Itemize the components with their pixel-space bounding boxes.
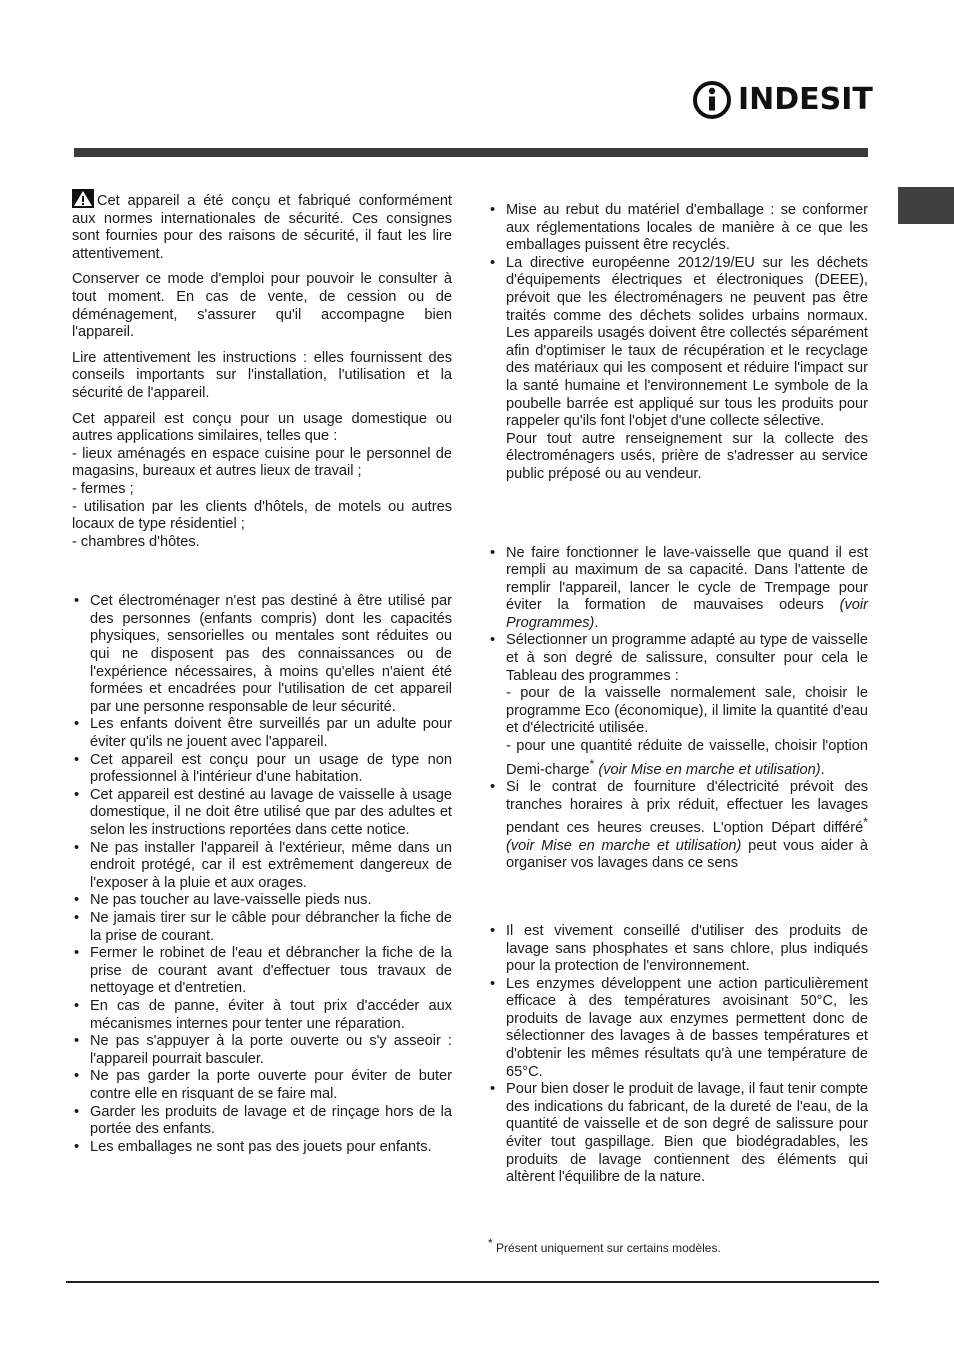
intro-paragraph-4 (72, 411, 452, 552)
safety-item: • Les emballages ne sont pas des jouets pour enfants. (72, 1139, 452, 1157)
disposal-item: • Mise au rebut du matériel d'emballage : se conformer aux réglementations locales de manière à ce que les emballages puissent être recyclés. (488, 202, 868, 255)
usage-reference: (voir Mise en marche et utilisation) (598, 761, 821, 778)
safety-item: • Cet électroménager n'est pas destiné à être utilisé par des personnes (enfants compris) dont les capacités physiques, sensorielles ou mentales sont réduites ou qui ne disposent pas des connaissances ou de l'expérience nécessaires, à moins qu'elles n'aient été formées et encadrées pour l'utilisation de cet appareil par une personne responsable de leur sécurité. (72, 593, 452, 716)
usage-reference: (voir Mise en marche et utilisation) (506, 837, 742, 854)
safety-item: • Ne pas toucher au lave-vaisselle pieds nus. (72, 892, 452, 910)
usage-intro: Cet appareil est conçu pour un usage domestique ou autres applications similaires, telles que : (72, 410, 452, 445)
indesit-i-logo-icon (692, 78, 732, 122)
footnote (488, 1236, 721, 1255)
energy-item-text: Sélectionner un programme adapté au type de vaisselle et à son degré de salissure, consulter pour cela le Tableau des programmes : (506, 632, 868, 684)
safety-item: • Ne pas garder la porte ouverte pour éviter de buter contre elle en risquant de se faire mal. (72, 1068, 452, 1103)
detergent-item: • Il est vivement conseillé d'utiliser des produits de lavage sans phosphates et sans chlore, plus indiqués pour la protection de l'environnement. (488, 923, 868, 976)
intro-paragraph-1 (72, 189, 452, 263)
detergent-item: • Pour bien doser le produit de lavage, il faut tenir compte des indications du fabricant, de la dureté de l'eau, de la quantité de vaisselle et de son degré de salissure pour éviter tout gaspillage. Bien que biodégradables, les produits de lavage contiennent des éléments qui altèrent l'équilibre de la nature. (488, 1081, 868, 1187)
safety-item: • En cas de panne, éviter à tout prix d'accéder aux mécanismes internes pour tenter une réparation. (72, 998, 452, 1033)
language-tab (898, 187, 954, 224)
intro-paragraph-2: Conserver ce mode d'emploi pour pouvoir le consulter à tout moment. En cas de vente, de cession ou de déménagement, s'assurer qu'il accompagne bien l'appareil. (72, 271, 452, 341)
footnote-asterisk: * (488, 1236, 493, 1250)
usage-line: - fermes ; (72, 480, 134, 497)
energy-saving-list (488, 545, 868, 873)
energy-item-tail: peut vous aider à organiser vos lavages dans ce sens (506, 837, 868, 872)
footnote-text: Présent uniquement sur certains modèles. (496, 1241, 721, 1255)
usage-line: - lieux aménagés en espace cuisine pour le personnel de magasins, bureaux et autres lieux de travail ; (72, 445, 452, 480)
right-column (488, 202, 868, 1187)
safety-item: • Ne pas installer l'appareil à l'extérieur, même dans un endroit protégé, car il est extrêmement dangereux de l'exposer à la pluie et aux orages. (72, 840, 452, 893)
energy-item (488, 779, 868, 873)
safety-item: • Les enfants doivent être surveillés par un adulte pour éviter qu'ils ne jouent avec l'appareil. (72, 716, 452, 751)
energy-item-text: Si le contrat de fourniture d'électricité prévoit des tranches horaires à prix réduit, effectuer les lavages pendant ces heures creuses. L'option Départ différé (506, 779, 868, 837)
safety-item: • Ne jamais tirer sur le câble pour débrancher la fiche de la prise de courant. (72, 910, 452, 945)
safety-list (72, 593, 452, 1156)
brand-logo (692, 78, 873, 122)
energy-item: • Ne faire fonctionner le lave-vaisselle que quand il est rempli au maximum de sa capacité. Dans l'attente de remplir l'appareil, lancer le cycle de Trempage pour éviter la formation de mauvaises odeurs (voir Programmes). (488, 545, 868, 633)
energy-item-text: Ne faire fonctionner le lave-vaisselle que quand il est rempli au maximum de sa capacité. Dans l'attente de remplir l'appareil, lancer le cycle de Trempage pour éviter la formation de mauvaises odeurs (506, 544, 868, 614)
footer-rule (66, 1281, 879, 1283)
detergent-list (488, 923, 868, 1187)
intro-text-1: Cet appareil a été conçu et fabriqué conformément aux normes internationales de sécurité. Ces consignes sont fournies pour des raisons de sécurité, il faut les lire attentivement. (72, 193, 452, 262)
header-rule (74, 148, 868, 157)
programmes-reference: (voir Programmes) (506, 597, 868, 631)
brand-wordmark: INDESIT (738, 82, 873, 117)
usage-line: - chambres d'hôtes. (72, 533, 200, 550)
usage-line: - utilisation par les clients d'hôtels, de motels ou autres locaux de type résidentiel ; (72, 498, 452, 533)
safety-item: • Garder les produits de lavage et de rinçage hors de la portée des enfants. (72, 1104, 452, 1139)
weee-text: La directive européenne 2012/19/EU sur les déchets d'équipements électriques et électroniques (DEEE), prévoit que les électroménagers ne peuvent pas être traités comme des déchets solides urbains normaux. Les appareils usagés doivent être collectés séparément afin d'optimiser le taux de récupération et le recyclage des matériaux qui les composent et réduire l'impact sur la santé humaine et l'environnement Le symbole de la poubelle barrée est appliqué sur tous les produits pour rappeler qu'ils font l'objet d'une collecte sélective. (506, 254, 868, 430)
disposal-item (488, 255, 868, 484)
energy-item: • Sélectionner un programme adapté au type de vaisselle et à son degré de salissure, consulter pour cela le Tableau des programmes : - pour de la vaisselle normalement sale, choisir le programme Eco (économique), il limite la quantité d'eau et d'électricité utilisée. - pour une quantité réduite de vaisselle, choisir l'option Demi-charge* (voir Mise en marche et utilisation). (488, 632, 868, 779)
warning-triangle-icon (72, 189, 94, 208)
eco-option-text: - pour de la vaisselle normalement sale, choisir le programme Eco (économique), il limite la quantité d'eau et d'électricité utilisée. (506, 685, 868, 737)
disposal-list (488, 202, 868, 484)
footnote-marker: * (589, 756, 595, 771)
half-load-text: - pour une quantité réduite de vaisselle, choisir l'option Demi-charge (506, 738, 868, 778)
left-column (72, 189, 452, 1156)
safety-item: • Cet appareil est destiné au lavage de vaisselle à usage domestique, il ne doit être utilisé que par des adultes et selon les instructions reportées dans cette notice. (72, 787, 452, 840)
intro-paragraph-3: Lire attentivement les instructions : elles fournissent des conseils importants sur l'installation, l'utilisation et la sécurité de l'appareil. (72, 349, 452, 401)
detergent-item: • Les enzymes développent une action particulièrement efficace à des températures avoisinant 50°C, les produits de lavage aux enzymes permettent donc de sélectionner des lavages à de basses températures et d'obtenir les mêmes résultats qu'à une température de 65°C. (488, 976, 868, 1082)
safety-item: • Fermer le robinet de l'eau et débrancher la fiche de la prise de courant avant d'effectuer tous travaux de nettoyage et d'entretien. (72, 945, 452, 998)
safety-item: • Ne pas s'appuyer à la porte ouverte ou s'y asseoir : l'appareil pourrait basculer. (72, 1033, 452, 1068)
safety-item: • Cet appareil est conçu pour un usage de type non professionnel à l'intérieur d'une habitation. (72, 752, 452, 787)
weee-contact-text: Pour tout autre renseignement sur la collecte des électroménagers usés, prière de s'adresser au service public préposé ou au vendeur. (506, 430, 868, 482)
footnote-marker: * (863, 815, 868, 830)
